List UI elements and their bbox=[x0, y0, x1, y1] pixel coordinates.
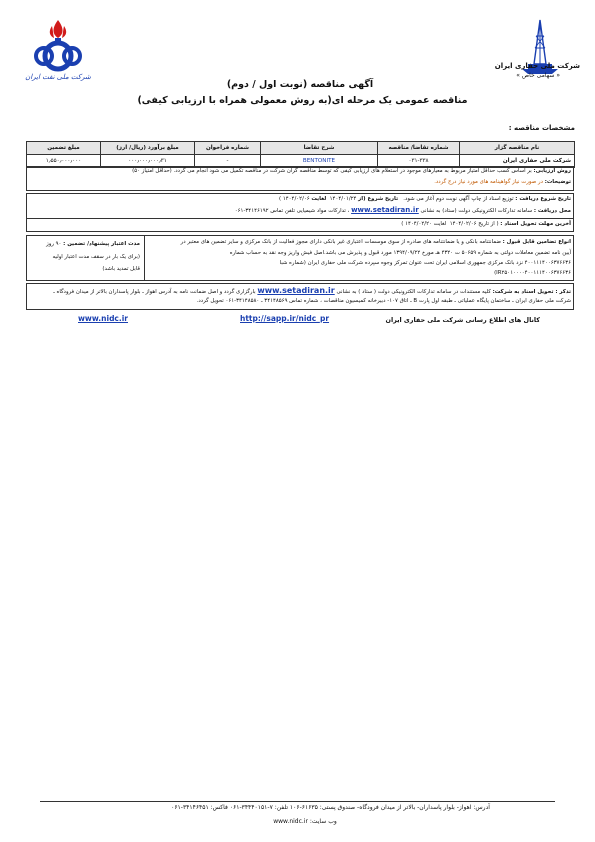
validity-text: ۹۰ روز bbox=[46, 241, 62, 247]
column-header: مبلغ تضمین bbox=[27, 142, 101, 155]
end-date: ۱۴۰۴/۰۲/۰۶ ) bbox=[279, 196, 310, 202]
nidc-link[interactable]: www.nidc.ir bbox=[78, 314, 128, 323]
notice-title: آگهی مناقصه (نوبت اول / دوم) bbox=[226, 79, 374, 90]
until-label: لغایت bbox=[311, 196, 327, 202]
section-label: مشخصات مناقصه : bbox=[508, 124, 575, 132]
place-text2: ، تدارکات مواد شیمیایی تلفن تماس ۳۴۱۴۶۱۹۲-۰۶۱ bbox=[234, 208, 350, 214]
start-label: تاریخ شروع (از bbox=[358, 196, 399, 202]
guarantee-text-3: ۴۰۰۱۱۱۴۰۰۶۳۷۶۶۳۶ نزد بانک مرکزی جمهوری اسلامی ایران تحت عنوان تمرکز وجوه سپرده شرکت ملی حفاری ایران (شماره شبا bbox=[279, 260, 571, 266]
deadline-until: لغایت bbox=[433, 221, 447, 227]
receive-label: تاریخ شروع دریافت : bbox=[515, 196, 571, 202]
start-date: ۱۴۰۴/۰۱/۲۴ bbox=[329, 196, 357, 202]
deadline-label: آخرین مهلت تحویل اسناد : bbox=[500, 221, 571, 227]
guarantee-text-1: ضمانتنامه بانکی و یا ضمانتنامه های صادره از سوی موسسات اعتباری غیر بانکی دارای مجوز فعالیت از بانک مرکزی و سایر تضمین های معتبر در bbox=[180, 239, 501, 245]
nioc-logo bbox=[22, 18, 94, 82]
deadline-to: ۱۴۰۴/۰۲/۲۰ ) bbox=[401, 221, 432, 227]
table-cell: ۰۰۰٫۰۰۰٫۰۰۰٫۳۱ bbox=[101, 155, 195, 168]
divider bbox=[144, 235, 145, 281]
column-header: مبلغ برآورد (ریال/ ارز) bbox=[101, 142, 195, 155]
setad-link[interactable]: www.setadiran.ir bbox=[351, 206, 419, 214]
guarantee-text-2: آیین نامه تضمین معاملات دولتی به شماره ۵۰۶۵۹ ت ۴۳۲۰ هـ مورخ ۱۳۹۴/۰۹/۲۲ مورد قبول و پذیرش می باشد.اصل فیش واریز وجه نقد به حساب شماره bbox=[229, 250, 571, 256]
guarantee-line-1 bbox=[181, 239, 571, 245]
column-header: شماره تقاضا/ مناقصه bbox=[378, 142, 460, 155]
deadline-line bbox=[401, 221, 571, 227]
validity-label: مدت اعتبار پیشنهاد/ تضمین : bbox=[63, 241, 140, 247]
evaluation-label: روش ارزیابی: bbox=[533, 168, 571, 174]
channels-label: کانال های اطلاع رسانی شرکت ملی حفاری ایران bbox=[385, 316, 540, 324]
divider bbox=[26, 218, 574, 219]
table-cell: - bbox=[195, 155, 261, 168]
footer-divider bbox=[40, 801, 555, 802]
note-text-1: کلیه مستندات در سامانه تدارکات الکترونیکی دولت ( ستاد ) به نشانی bbox=[336, 289, 491, 295]
note-label: تذکر : تحویل اسناد به شرکت: bbox=[492, 289, 571, 295]
validity-line-3: قابل تمدید باشد) bbox=[102, 266, 140, 272]
evaluation-note bbox=[434, 179, 571, 185]
column-header: نام مناقصه گزار bbox=[460, 142, 575, 155]
company-subtitle: « سهامی خاص » bbox=[516, 72, 560, 79]
place-text: سامانه تدارکات الکترونیکی دولت (ستاد) به نشانی bbox=[420, 208, 533, 214]
footer-website: وب سایت: www.nidc.ir bbox=[273, 818, 337, 825]
guarantee-label: انواع تضامین قابل قبول : bbox=[502, 239, 571, 245]
validity-line-2: (برای یک بار در سقف مدت اعتبار اولیه bbox=[52, 254, 140, 260]
spec-table bbox=[26, 141, 575, 168]
evaluation-note-text: در صورت نیاز گواهینامه های مورد نیاز درج گردد. bbox=[434, 179, 543, 185]
footer-address: آدرس: اهواز- بلوار پاسداران- بالاتر از میدان فرودگاه- صندوق پستی: ۶۱۶۳۵-۱۰۶ تلفن: ۷-۳۴۴۴۰۱۵۱-۰۶۱ فاکس: ۳۴۱۴۶۴۵۱-۰۶۱ bbox=[171, 804, 490, 811]
place-label: محل دریافت : bbox=[533, 208, 571, 214]
evaluation-note-label: توضیحات: bbox=[544, 179, 571, 185]
column-header: شماره فراخوان bbox=[195, 142, 261, 155]
deadline-from: ۱۴۰۴/۰۲/۰۶ bbox=[449, 221, 477, 227]
guarantee-text-4: IR۲۵۰۱۰۰۰۰۴۰۰۱۱۱۴۰۰۶۳۷۶۶۳۶) bbox=[494, 270, 571, 276]
receive-start-line bbox=[279, 196, 571, 202]
note-text-3: شرکت ملی حفاری ایران ـ ساختمان پایگاه عملیاتی ـ طبقه اول پارت B ـ اتاق ۱۰۷- دبیرخانه کمیسیون مناقصات ، شماره تماس ۳۴۱۴۸۵۶۹ ـ ۳۴۱۴۸۵۸۰-۰۶۱ تحویل گردد. bbox=[196, 298, 571, 304]
note-line-1 bbox=[53, 286, 571, 295]
setad-link-2[interactable]: www.setadiran.ir bbox=[257, 286, 335, 295]
deadline-text: ( از تاریخ bbox=[478, 221, 499, 227]
receive-text: توزیع اسناد از چاپ آگهی نوبت دوم آغاز می شود. bbox=[403, 196, 514, 202]
table-cell: شرکت ملی حفاری ایران bbox=[460, 155, 575, 168]
column-header: شرح تقاضا bbox=[261, 142, 378, 155]
table-cell: BENTONITE bbox=[261, 155, 378, 168]
validity-line-1 bbox=[30, 241, 140, 247]
evaluation-line bbox=[26, 168, 571, 174]
sapp-link[interactable]: http://sapp.ir/nidc_pr bbox=[240, 314, 330, 323]
table-cell: ۱٫۵۵۰٫۰۰۰٫۰۰۰ bbox=[27, 155, 101, 168]
receive-place-line bbox=[235, 206, 571, 214]
company-name: شرکت ملی حفاری ایران bbox=[494, 62, 580, 70]
note-text-2: بارگزاری گردد و اصل ضمانت نامه به آدرس اهواز ـ بلوار پاسداران بالاتر از میدان فرودگاه ـ bbox=[53, 289, 256, 295]
svg-text:شرکت ملی نفت ایران: شرکت ملی نفت ایران bbox=[25, 73, 91, 81]
evaluation-text: بر اساس کسب حداقل امتیاز مربوط به معیارهای موجود در استعلام های ارزیابی کیفی که توسط مناقصه گران شرکت در مناقصه تکمیل می شود انجام می گردد. (حداقل امتیاز ۵۰) bbox=[132, 168, 532, 174]
notice-subtitle: مناقصه عمومی یک مرحله ای(به روش معمولی همراه با ارزیابی کیفی) bbox=[137, 95, 468, 106]
table-cell: ۰۳۱-۳۳۸ bbox=[378, 155, 460, 168]
table-header-row bbox=[27, 142, 575, 155]
